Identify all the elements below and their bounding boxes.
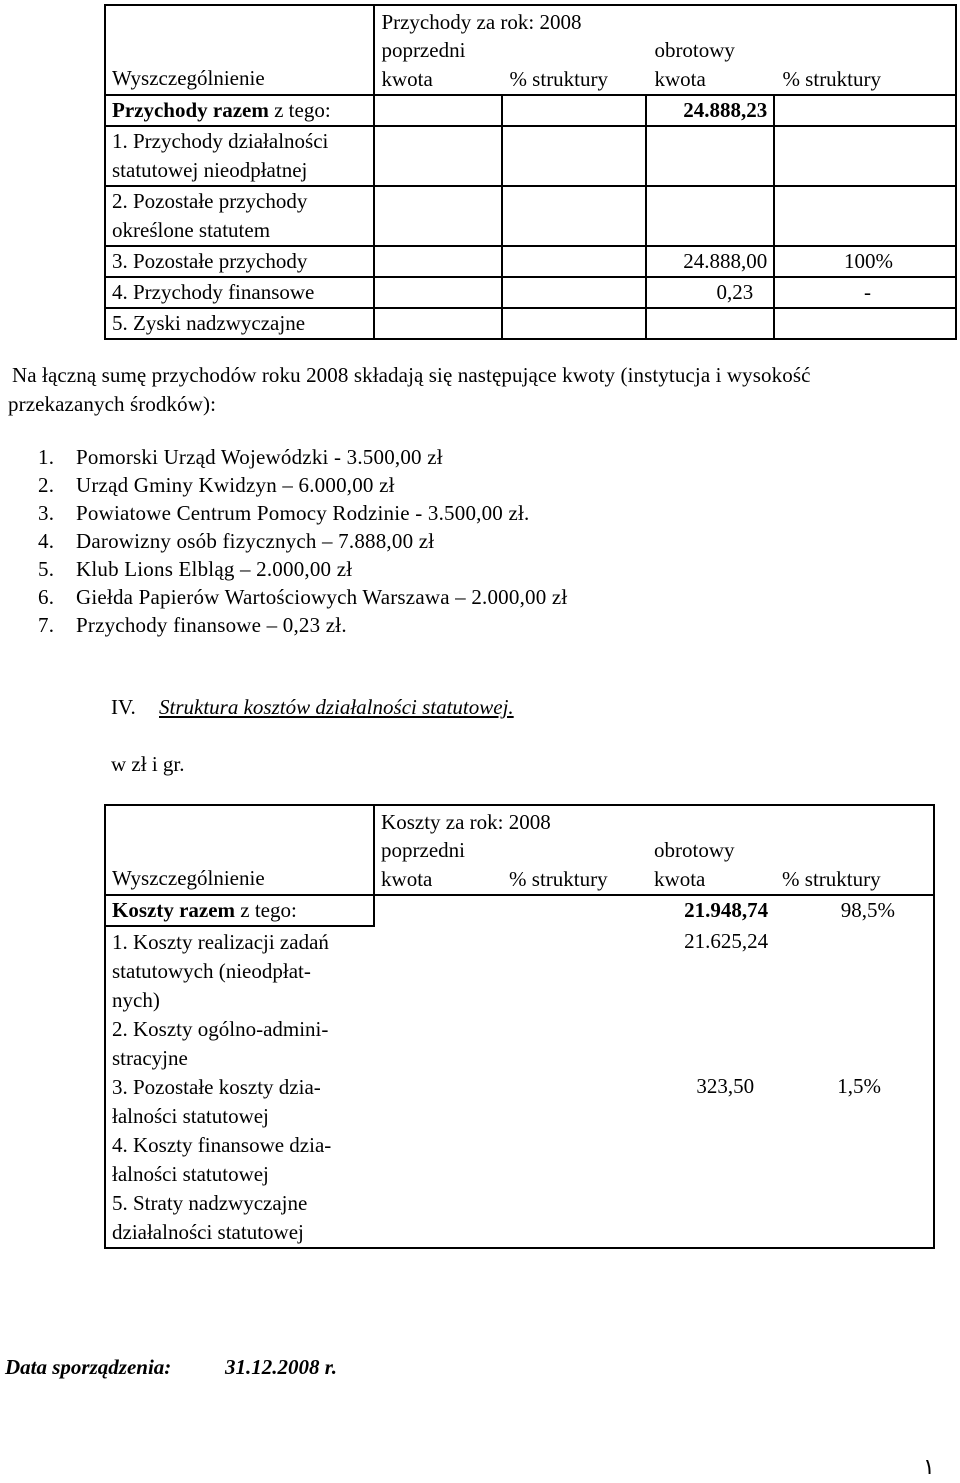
row-label: 2. Pozostałe przychody	[112, 189, 308, 213]
list-item: 4. Koszty finansowe dzia- łalności statutowej	[112, 1133, 332, 1186]
cur-amount: 0,23	[646, 277, 774, 308]
list-item: 1. Koszty realizacji zadań statutowych (nieodpłat- nych)	[112, 930, 329, 1012]
cur-amount: 24.888,00	[646, 246, 774, 277]
list-item: 2. Urząd Gminy Kwidzyn – 6.000,00 zł	[38, 473, 395, 497]
list-item: 3. Powiatowe Centrum Pomocy Rodzinie - 3.500,00 zł.	[38, 501, 530, 525]
table-row	[105, 126, 956, 186]
costs-period-title: Koszty za rok: 2008	[381, 810, 551, 834]
cur-amount: 21.625,24	[684, 929, 769, 953]
structure-label: % struktury	[509, 867, 608, 891]
row-label: statutowej nieodpłatnej	[112, 158, 308, 182]
cur-amount: 323,50	[696, 1074, 755, 1098]
income-sources-list	[38, 443, 567, 639]
current-label: obrotowy	[654, 38, 735, 62]
cur-pct: 1,5%	[837, 1074, 881, 1098]
cur-pct: -	[774, 277, 956, 308]
structure-label: % struktury	[509, 67, 609, 91]
cur-amount: 24.888,23	[646, 95, 774, 126]
table-row	[105, 308, 956, 339]
costs-spec-header	[105, 805, 374, 895]
row-label-bold: Koszty razem	[112, 898, 236, 922]
spec-label: Wyszczególnienie	[112, 66, 265, 90]
intro-text	[8, 361, 948, 419]
amount-label: kwota	[381, 67, 433, 91]
income-period-title: Przychody za rok: 2008	[381, 10, 582, 34]
costs-period-header	[374, 805, 934, 895]
date-value: 31.12.2008 r.	[225, 1355, 338, 1379]
costs-body	[105, 926, 934, 1248]
list-item: 3. Pozostałe koszty dzia- łalności statutowej	[112, 1075, 321, 1128]
cur-pct: 100%	[774, 246, 956, 277]
list-item: 5. Straty nadzwyczajne działalności statutowej	[112, 1191, 308, 1244]
section-title: Struktura kosztów działalności statutowej.	[159, 695, 514, 719]
footer-date	[5, 1353, 337, 1382]
table-row	[105, 246, 956, 277]
row-label: z tego:	[235, 898, 297, 922]
amount-label: kwota	[654, 867, 706, 891]
list-item: 2. Koszty ogólno-admini- stracyjne	[112, 1017, 329, 1070]
income-table	[104, 4, 957, 340]
current-label: obrotowy	[654, 838, 735, 862]
row-label: określone statutem	[112, 218, 271, 242]
row-label: 5. Zyski nadzwyczajne	[105, 308, 374, 339]
amount-label: kwota	[654, 67, 706, 91]
row-label: 1. Przychody działalności	[112, 129, 329, 153]
row-label: z tego:	[268, 98, 331, 122]
section-heading	[111, 693, 514, 722]
previous-label: poprzedni	[381, 38, 466, 62]
table-row	[105, 95, 956, 126]
intro-line: Na łączną sumę przychodów roku 2008 składają się następujące kwoty (instytucja i wysokość	[12, 363, 811, 387]
section-number: IV.	[111, 695, 136, 719]
table-row	[105, 277, 956, 308]
page-number: ١	[923, 1454, 935, 1479]
table-row	[105, 186, 956, 246]
structure-label: % struktury	[782, 867, 881, 891]
table-row	[105, 895, 934, 926]
income-spec-header	[105, 5, 374, 95]
date-label: Data sporządzenia:	[5, 1355, 172, 1379]
cur-pct: 98,5%	[774, 895, 934, 926]
list-item: 4. Darowizny osób fizycznych – 7.888,00 zł	[38, 529, 435, 553]
income-period-header	[374, 5, 956, 95]
row-label: 3. Pozostałe przychody	[105, 246, 374, 277]
structure-label: % struktury	[782, 67, 882, 91]
units-label: w zł i gr.	[111, 752, 185, 776]
list-item: 6. Giełda Papierów Wartościowych Warszawa – 2.000,00 zł	[38, 585, 568, 609]
cur-amount: 21.948,74	[684, 898, 769, 922]
costs-table	[104, 804, 935, 1249]
intro-line: przekazanych środków):	[8, 392, 217, 416]
spec-label: Wyszczególnienie	[112, 866, 265, 890]
list-item: 1. Pomorski Urząd Wojewódzki - 3.500,00 zł	[38, 445, 443, 469]
row-label-bold: Przychody razem	[112, 98, 269, 122]
list-item: 7. Przychody finansowe – 0,23 zł.	[38, 613, 347, 637]
amount-label: kwota	[381, 867, 433, 891]
previous-label: poprzedni	[381, 838, 466, 862]
row-label: 4. Przychody finansowe	[105, 277, 374, 308]
list-item: 5. Klub Lions Elbląg – 2.000,00 zł	[38, 557, 353, 581]
